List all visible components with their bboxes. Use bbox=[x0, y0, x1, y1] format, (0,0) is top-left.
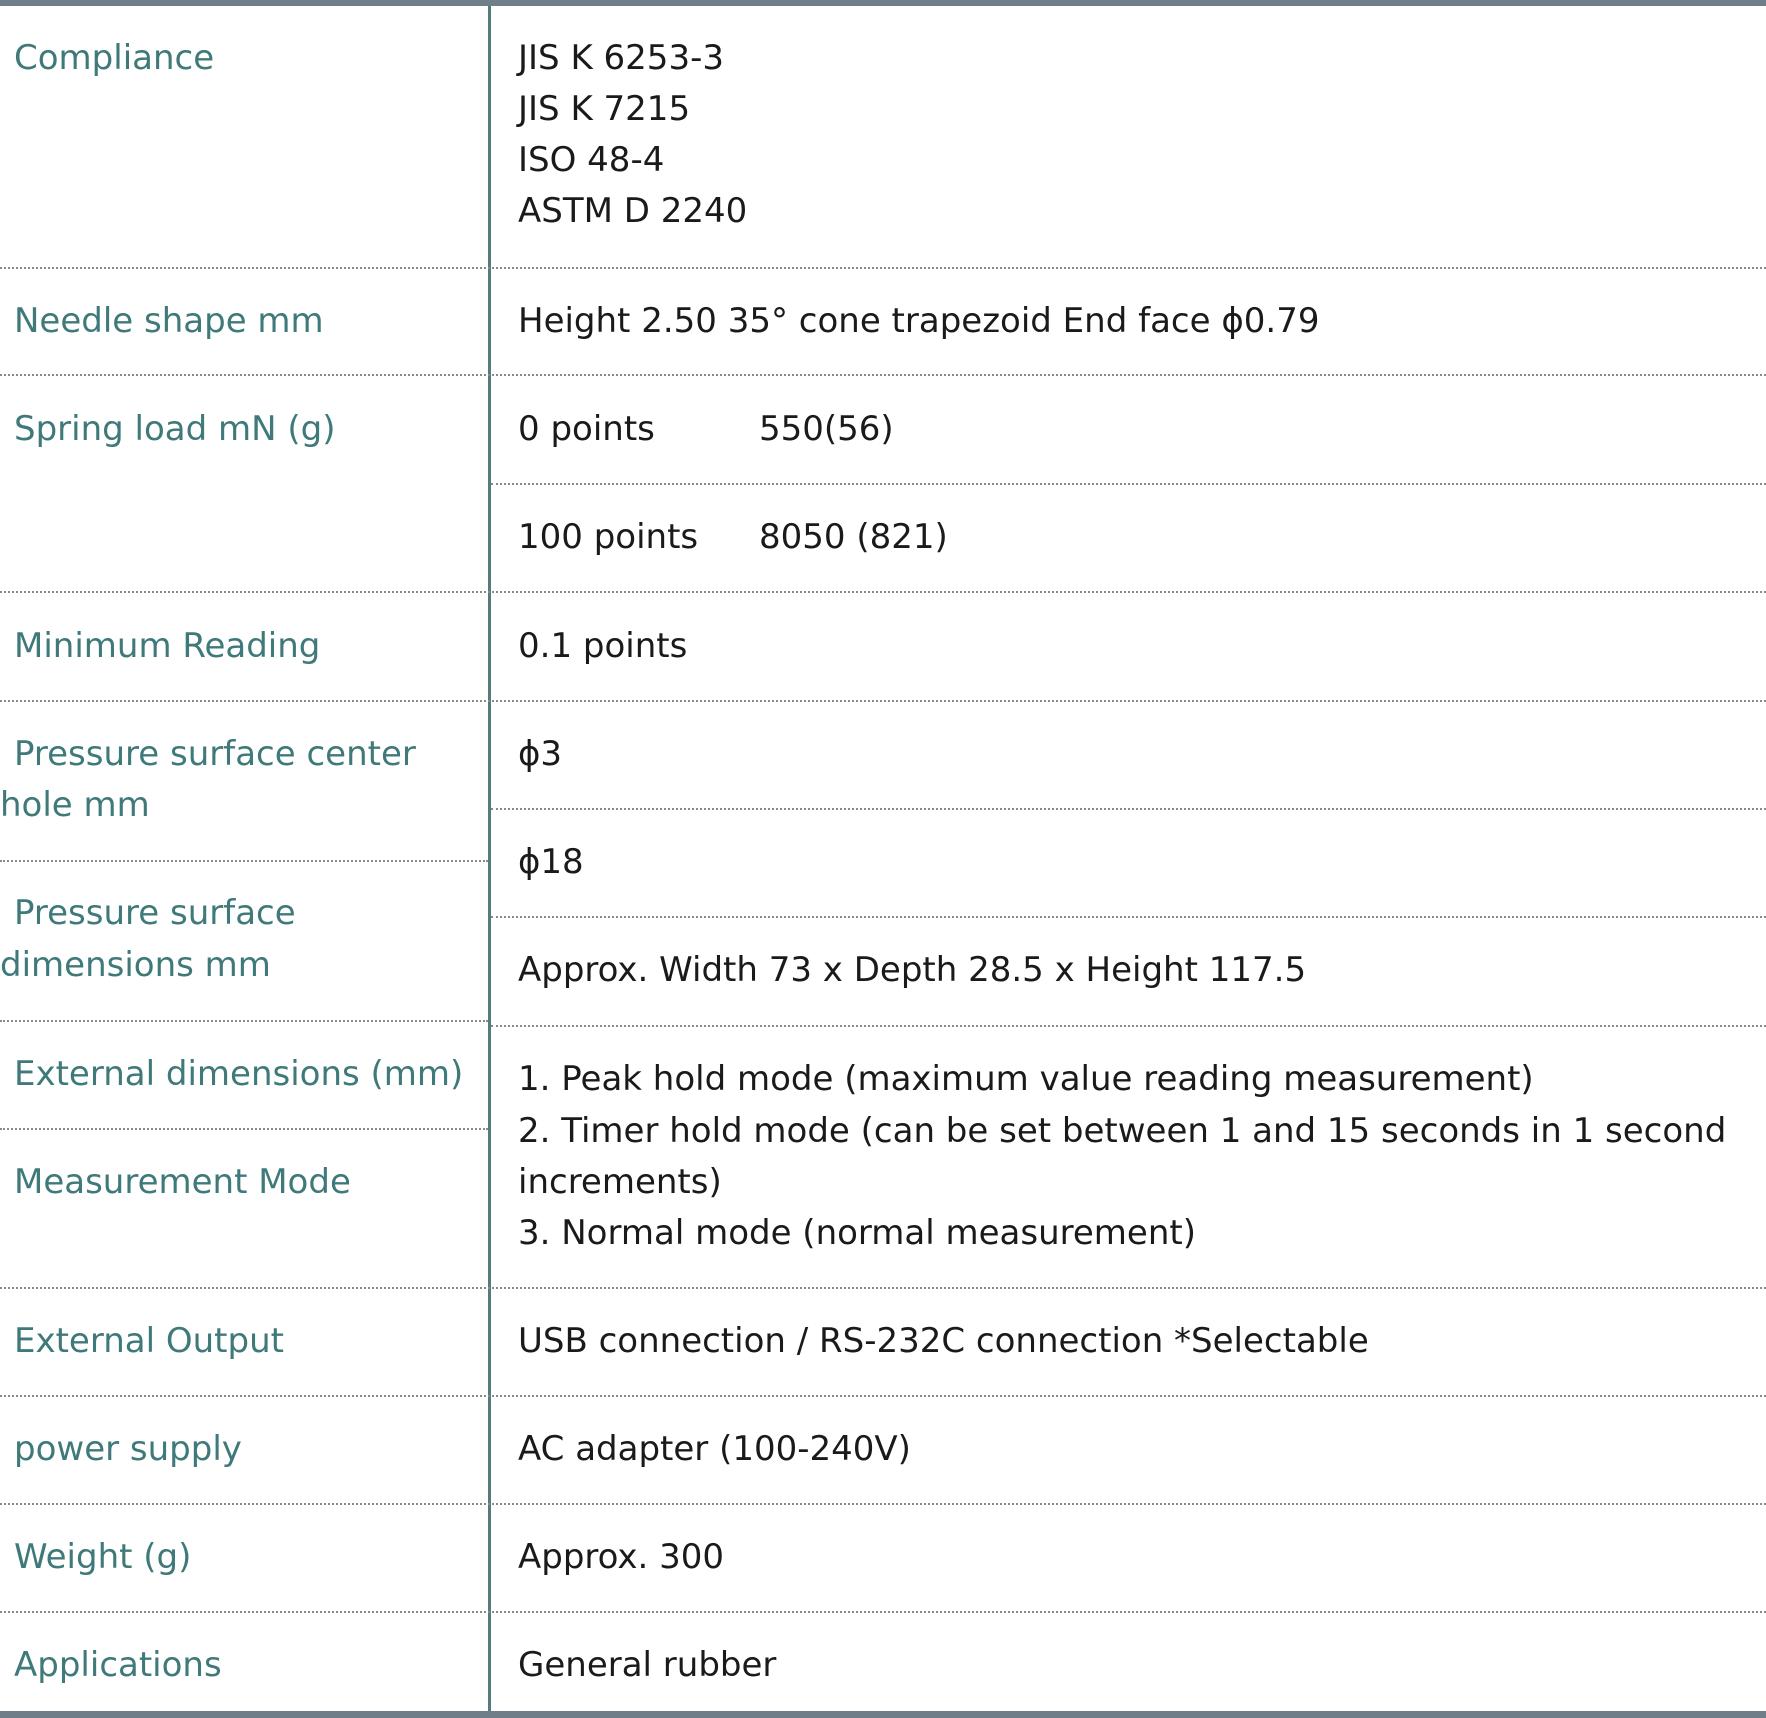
row-divider bbox=[0, 1128, 488, 1130]
table-bottom-border bbox=[0, 1711, 1766, 1718]
measurement-mode-label: Measurement Mode bbox=[14, 1162, 351, 1202]
row-divider bbox=[491, 483, 1766, 485]
measurement-mode-line-1: 1. Peak hold mode (maximum value reading measurement) bbox=[518, 1059, 1534, 1099]
external-output-label: External Output bbox=[14, 1321, 284, 1361]
compliance-label: Compliance bbox=[14, 38, 215, 78]
pressure-center-hole-label-line2: hole mm bbox=[0, 785, 150, 825]
minimum-reading-value: 0.1 points bbox=[518, 626, 688, 666]
row-divider bbox=[0, 700, 1766, 702]
row-divider bbox=[0, 1611, 1766, 1613]
external-output-value: USB connection / RS-232C connection *Selectable bbox=[518, 1321, 1369, 1361]
pressure-dimensions-label-line2: dimensions mm bbox=[0, 945, 271, 985]
row-divider bbox=[0, 1395, 1766, 1397]
row-divider bbox=[0, 591, 1766, 593]
spring-load-zero-points: 0 points bbox=[518, 409, 655, 449]
row-divider bbox=[0, 267, 1766, 269]
pressure-center-hole-value: ϕ3 bbox=[518, 734, 563, 774]
spring-load-hundred-value: 8050 (821) bbox=[759, 517, 948, 557]
power-supply-value: AC adapter (100-240V) bbox=[518, 1429, 911, 1469]
row-divider bbox=[491, 916, 1766, 918]
row-divider bbox=[491, 1025, 1766, 1027]
applications-value: General rubber bbox=[518, 1645, 777, 1685]
power-supply-label: power supply bbox=[14, 1429, 242, 1469]
row-divider bbox=[0, 860, 488, 862]
row-divider bbox=[0, 1287, 1766, 1289]
pressure-center-hole-label-line1: Pressure surface center bbox=[14, 734, 416, 774]
compliance-value-1: JIS K 6253-3 bbox=[518, 38, 724, 78]
weight-label: Weight (g) bbox=[14, 1537, 192, 1577]
pressure-dimensions-label-line1: Pressure surface bbox=[14, 893, 296, 933]
spring-load-zero-value: 550(56) bbox=[759, 409, 894, 449]
row-divider bbox=[0, 374, 1766, 376]
column-divider bbox=[488, 6, 491, 1711]
measurement-mode-line-2: 2. Timer hold mode (can be set between 1 and 15 seconds in 1 second increments) bbox=[518, 1111, 1727, 1202]
needle-shape-label: Needle shape mm bbox=[14, 301, 324, 341]
pressure-dimensions-value: ϕ18 bbox=[518, 842, 584, 882]
spring-load-label: Spring load mN (g) bbox=[14, 409, 336, 449]
spring-load-hundred-points: 100 points bbox=[518, 517, 699, 557]
table-top-border bbox=[0, 0, 1766, 6]
external-dimensions-label: External dimensions (mm) bbox=[14, 1054, 464, 1094]
needle-shape-value: Height 2.50 35° cone trapezoid End face ϕ0.79 bbox=[518, 301, 1320, 341]
measurement-mode-line-3: 3. Normal mode (normal measurement) bbox=[518, 1213, 1196, 1253]
compliance-value-2: JIS K 7215 bbox=[518, 89, 691, 129]
compliance-value-4: ASTM D 2240 bbox=[518, 191, 748, 231]
applications-label: Applications bbox=[14, 1645, 222, 1685]
external-dimensions-value: Approx. Width 73 x Depth 28.5 x Height 117.5 bbox=[518, 950, 1307, 990]
row-divider bbox=[0, 1020, 488, 1022]
weight-value: Approx. 300 bbox=[518, 1537, 725, 1577]
compliance-value-3: ISO 48-4 bbox=[518, 140, 665, 180]
row-divider bbox=[0, 1503, 1766, 1505]
minimum-reading-label: Minimum Reading bbox=[14, 626, 321, 666]
row-divider bbox=[491, 808, 1766, 810]
